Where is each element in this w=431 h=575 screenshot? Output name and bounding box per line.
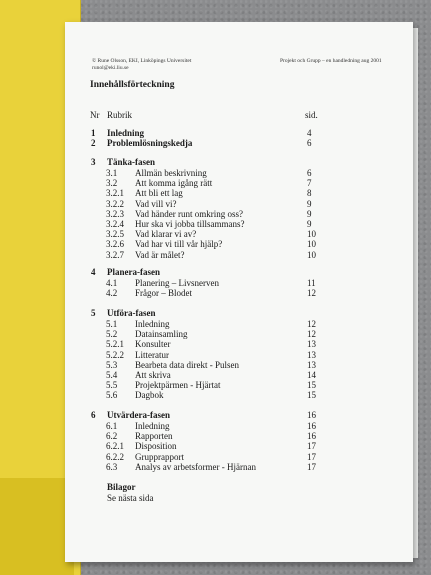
subsection-title: Vad vill vi? xyxy=(135,198,177,209)
subsection-page: 16 xyxy=(307,431,316,442)
section-title: Utvärdera-fasen xyxy=(107,410,170,420)
subsection-number: 3.2.1 xyxy=(106,188,124,199)
subsection-number: 3.2.7 xyxy=(106,249,124,260)
subsection-page: 6 xyxy=(307,168,312,178)
subsection-page: 13 xyxy=(307,339,316,350)
section-number: 1 xyxy=(91,128,96,138)
subsection-number: 3.1 xyxy=(106,168,118,178)
header-email: runol@eki.liu.se xyxy=(92,65,129,71)
section-title: Utföra-fasen xyxy=(107,308,156,318)
document-page xyxy=(65,22,413,562)
subsection-page: 17 xyxy=(307,461,316,472)
subsection-number: 3.2.2 xyxy=(106,198,124,209)
toc-title: Innehållsförteckning xyxy=(90,80,175,90)
subsection-number: 3.2 xyxy=(106,178,118,189)
subsection-page: 13 xyxy=(307,359,316,370)
subsection-number: 5.1 xyxy=(106,319,118,329)
subsection-title: Rapporten xyxy=(135,431,173,442)
subsection-title: Att skriva xyxy=(135,370,171,380)
col-rubrik-header: Rubrik xyxy=(107,110,133,120)
subsection-title: Vad är målet? xyxy=(135,249,185,260)
yellow-folder-flap xyxy=(0,478,74,575)
subsection-title: Att bli ett lag xyxy=(135,188,183,199)
subsection-title: Datainsamling xyxy=(135,329,188,340)
subsection-title: Inledning xyxy=(135,319,170,329)
subsection-title: Vad händer runt omkring oss? xyxy=(135,208,243,219)
subsection-page: 10 xyxy=(307,249,316,260)
subsection-number: 6.2 xyxy=(106,431,118,442)
subsection-title: Hur ska vi jobba tillsammans? xyxy=(135,219,245,229)
header-author: © Rune Olsson, EKI, Linköpings Universitet xyxy=(92,58,192,64)
subsection-title: Litteratur xyxy=(135,349,169,360)
subsection-page: 11 xyxy=(307,278,316,288)
subsection-number: 6.1 xyxy=(106,421,118,431)
subsection-page: 7 xyxy=(307,178,312,189)
section-title: Tänka-fasen xyxy=(107,157,156,167)
subsection-title: Projektpärmen - Hjärtat xyxy=(135,380,221,391)
subsection-number: 3.2.6 xyxy=(106,239,124,250)
subsection-number: 5.2.1 xyxy=(106,339,124,350)
subsection-number: 4.2 xyxy=(106,288,118,299)
subsection-page: 12 xyxy=(307,329,316,340)
subsection-page: 13 xyxy=(307,349,316,360)
subsection-title: Allmän beskrivning xyxy=(135,168,207,178)
subsection-title: Bearbeta data direkt - Pulsen xyxy=(135,359,239,370)
subsection-page: 12 xyxy=(307,319,316,329)
subsection-number: 5.4 xyxy=(106,370,118,380)
subsection-title: Dagbok xyxy=(135,390,164,401)
subsection-page: 9 xyxy=(307,219,312,229)
col-sid-header: sid. xyxy=(305,110,318,120)
subsection-page: 10 xyxy=(307,229,316,240)
header-doc-title: Projekt och Grupp – en handledning aug 2001 xyxy=(280,58,382,64)
subsection-title: Att komma igång rätt xyxy=(135,178,213,189)
subsection-number: 6.2.1 xyxy=(106,441,124,452)
section-number: 2 xyxy=(91,138,96,149)
subsection-number: 5.2.2 xyxy=(106,349,124,360)
section-page: 16 xyxy=(307,410,316,420)
bilagor-heading: Bilagor xyxy=(107,482,136,492)
section-number: 3 xyxy=(91,157,96,167)
subsection-page: 12 xyxy=(307,288,316,299)
subsection-page: 10 xyxy=(307,239,316,250)
subsection-title: Inledning xyxy=(135,421,170,431)
section-page: 6 xyxy=(307,138,312,149)
section-number: 5 xyxy=(91,308,96,318)
section-number: 6 xyxy=(91,410,96,420)
subsection-number: 5.3 xyxy=(106,359,118,370)
section-title: Planera-fasen xyxy=(107,267,160,277)
subsection-number: 3.2.4 xyxy=(106,219,124,229)
subsection-number: 3.2.5 xyxy=(106,229,124,240)
section-title: Problemlösningskedja xyxy=(107,138,193,149)
subsection-page: 17 xyxy=(307,451,316,462)
subsection-title: Frågor – Blodet xyxy=(135,288,192,299)
subsection-title: Analys av arbetsformer - Hjärnan xyxy=(135,461,256,472)
subsection-title: Vad har vi till vår hjälp? xyxy=(135,239,223,250)
subsection-number: 3.2.3 xyxy=(106,208,124,219)
subsection-title: Planering – Livsnerven xyxy=(135,278,219,288)
subsection-number: 6.3 xyxy=(106,461,118,472)
subsection-number: 5.6 xyxy=(106,390,118,401)
subsection-page: 15 xyxy=(307,380,316,391)
subsection-number: 5.5 xyxy=(106,380,118,391)
subsection-number: 4.1 xyxy=(106,278,118,288)
subsection-page: 16 xyxy=(307,421,316,431)
subsection-page: 9 xyxy=(307,198,312,209)
section-number: 4 xyxy=(91,267,96,277)
subsection-page: 15 xyxy=(307,390,316,401)
subsection-title: Vad klarar vi av? xyxy=(135,229,197,240)
subsection-page: 9 xyxy=(307,208,312,219)
subsection-title: Grupprapport xyxy=(135,451,184,462)
bilagor-note: Se nästa sida xyxy=(107,493,154,503)
subsection-number: 6.2.2 xyxy=(106,451,124,462)
subsection-page: 14 xyxy=(307,370,316,380)
section-page: 4 xyxy=(307,128,312,138)
subsection-page: 17 xyxy=(307,441,316,452)
section-title: Inledning xyxy=(107,128,145,138)
subsection-title: Konsulter xyxy=(135,339,171,350)
col-nr-header: Nr xyxy=(90,110,100,120)
subsection-title: Disposition xyxy=(135,441,177,452)
subsection-page: 8 xyxy=(307,188,312,199)
subsection-number: 5.2 xyxy=(106,329,118,340)
